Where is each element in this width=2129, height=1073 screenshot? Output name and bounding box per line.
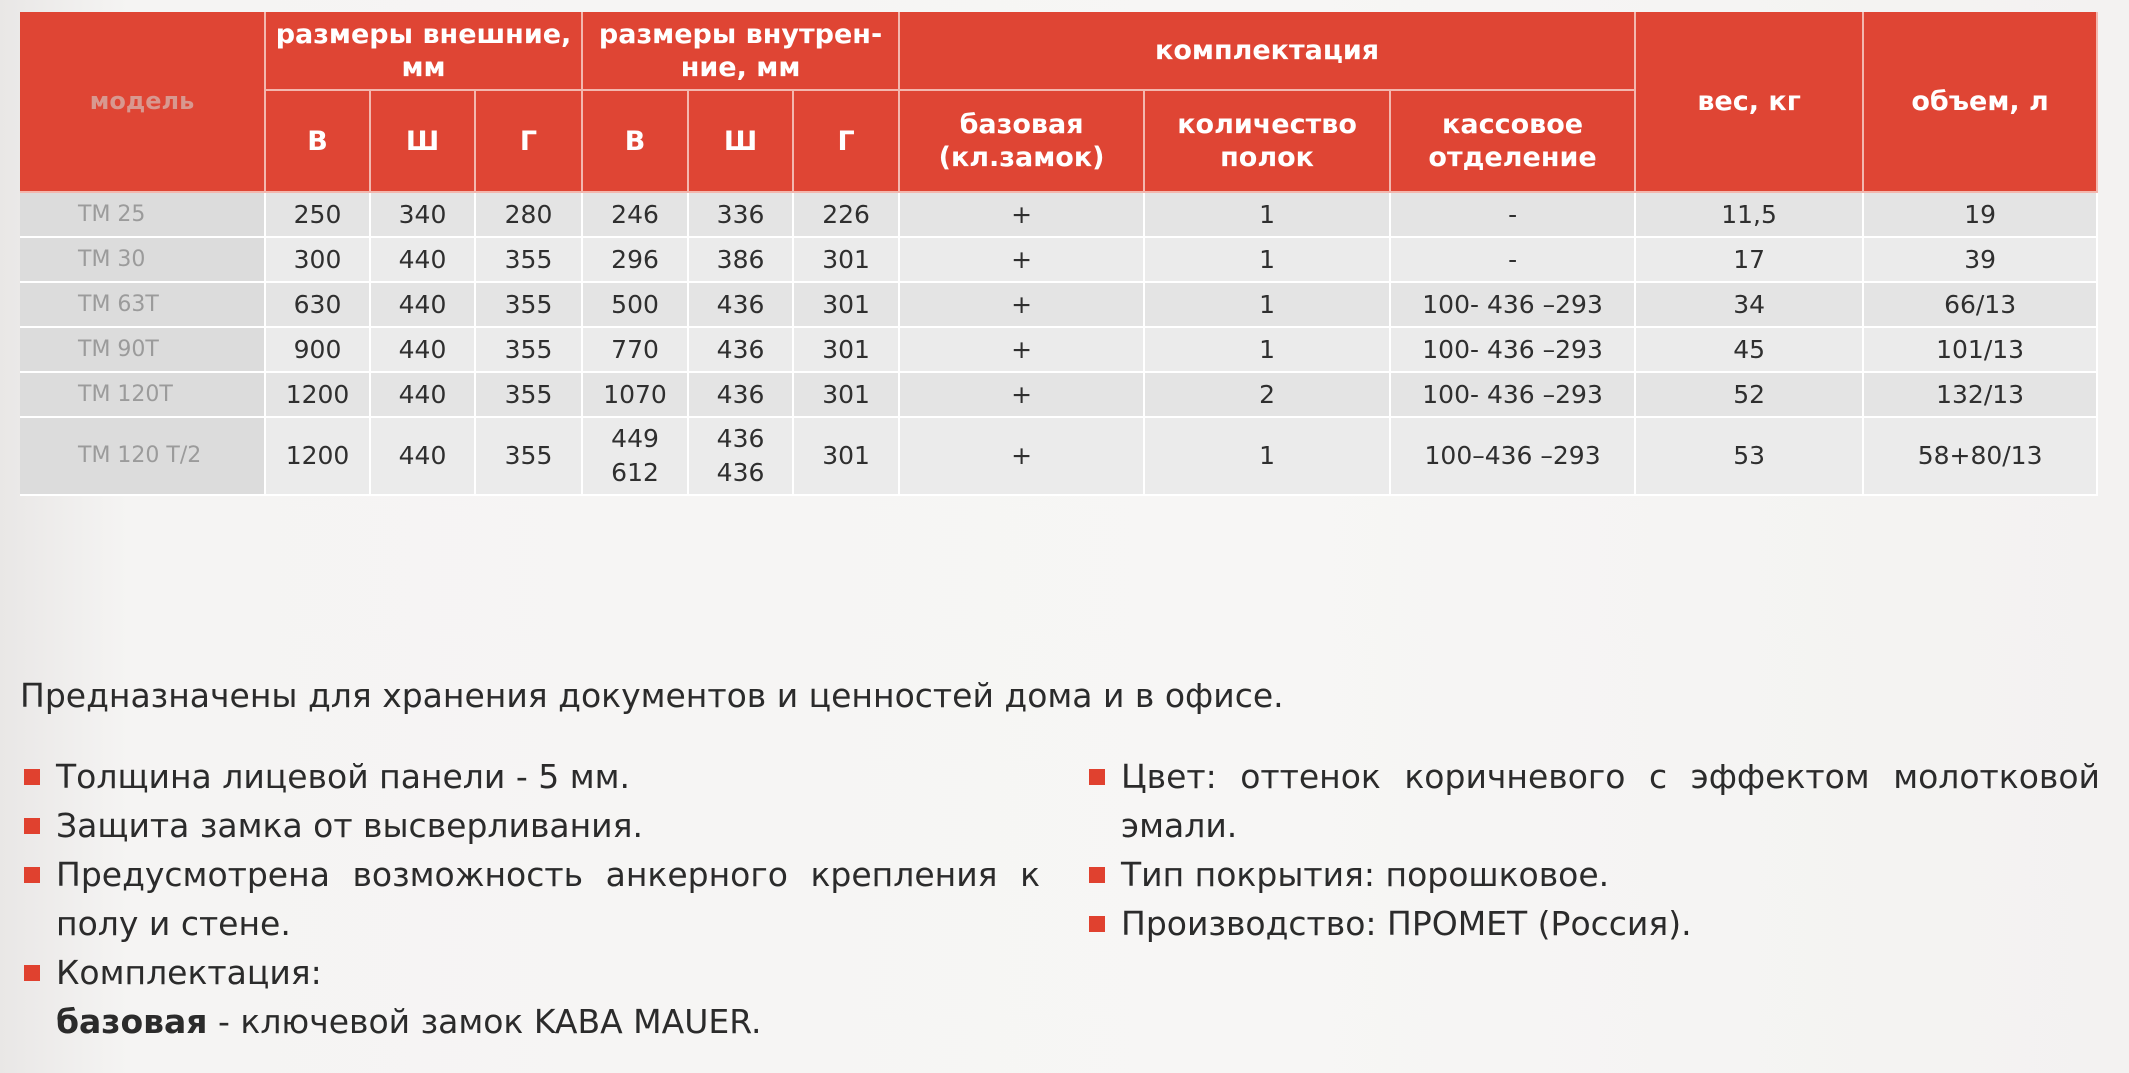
basic-cell: + bbox=[899, 372, 1144, 417]
bullet-square-icon bbox=[24, 818, 40, 834]
inner-height-value-1: 449 bbox=[611, 424, 659, 453]
equipment-note-text: - ключевой замок KABA MAUER. bbox=[207, 1002, 762, 1041]
header-basic: базовая (кл.замок) bbox=[899, 90, 1144, 192]
header-inner-height: В bbox=[582, 90, 688, 192]
feature-text: Защита замка от высверливания. bbox=[56, 806, 643, 845]
shelves-cell: 1 bbox=[1144, 327, 1390, 372]
inner-width-cell: 436 bbox=[688, 327, 793, 372]
inner-width-cell: 436 bbox=[688, 372, 793, 417]
list-item bbox=[1085, 752, 2100, 850]
header-equipment: комплектация bbox=[899, 12, 1635, 90]
volume-cell: 132/13 bbox=[1863, 372, 2097, 417]
bullet-square-icon bbox=[1089, 916, 1105, 932]
feature-text: Тип покрытия: порошковое. bbox=[1121, 855, 1610, 894]
inner-width-value-1: 436 bbox=[716, 424, 765, 453]
feature-text: Цвет: оттенок коричневого с эффектом молотковой эмали. bbox=[1121, 757, 2100, 845]
list-item bbox=[20, 801, 1040, 850]
inner-width-cell: 436 bbox=[688, 282, 793, 327]
header-shelves: количество полок bbox=[1144, 90, 1390, 192]
inner-height-cell: 500 bbox=[582, 282, 688, 327]
inner-width-cell: 386 bbox=[688, 237, 793, 282]
weight-cell: 52 bbox=[1635, 372, 1863, 417]
outer-depth-cell: 355 bbox=[475, 237, 582, 282]
model-cell: ТМ 90Т bbox=[20, 327, 265, 372]
outer-depth-cell: 355 bbox=[475, 417, 582, 495]
list-item bbox=[20, 850, 1040, 948]
outer-depth-cell: 280 bbox=[475, 192, 582, 237]
inner-height-cell bbox=[582, 417, 688, 495]
bullet-square-icon bbox=[1089, 867, 1105, 883]
inner-depth-cell: 226 bbox=[793, 192, 899, 237]
outer-width-cell: 440 bbox=[370, 282, 475, 327]
shelves-cell: 1 bbox=[1144, 282, 1390, 327]
bullet-square-icon bbox=[24, 867, 40, 883]
basic-cell: + bbox=[899, 237, 1144, 282]
cash-cell: 100- 436 –293 bbox=[1390, 282, 1635, 327]
table-row bbox=[20, 372, 2097, 417]
outer-height-cell: 900 bbox=[265, 327, 370, 372]
header-model: модель bbox=[20, 12, 265, 192]
features-list-right bbox=[1085, 752, 2100, 948]
bullet-square-icon bbox=[1089, 769, 1105, 785]
model-cell: ТМ 120 Т/2 bbox=[20, 417, 265, 495]
inner-width-value-2: 436 bbox=[716, 458, 765, 487]
shelves-cell: 1 bbox=[1144, 237, 1390, 282]
weight-cell: 34 bbox=[1635, 282, 1863, 327]
volume-cell: 66/13 bbox=[1863, 282, 2097, 327]
inner-depth-cell: 301 bbox=[793, 237, 899, 282]
table-row bbox=[20, 327, 2097, 372]
shelves-cell: 1 bbox=[1144, 417, 1390, 495]
cash-cell: - bbox=[1390, 192, 1635, 237]
list-item bbox=[1085, 899, 2100, 948]
inner-height-cell: 246 bbox=[582, 192, 688, 237]
header-inner-width: Ш bbox=[688, 90, 793, 192]
volume-cell: 58+80/13 bbox=[1863, 417, 2097, 495]
header-outer-dimensions: размеры внешние, мм bbox=[265, 12, 582, 90]
header-row-1 bbox=[20, 12, 2097, 90]
outer-width-cell: 440 bbox=[370, 417, 475, 495]
volume-cell: 101/13 bbox=[1863, 327, 2097, 372]
volume-cell: 19 bbox=[1863, 192, 2097, 237]
header-inner-dimensions: размеры внутрен-ние, мм bbox=[582, 12, 899, 90]
inner-height-cell: 1070 bbox=[582, 372, 688, 417]
feature-text: Толщина лицевой панели - 5 мм. bbox=[56, 757, 631, 796]
model-cell: ТМ 120Т bbox=[20, 372, 265, 417]
list-item bbox=[1085, 850, 2100, 899]
table-row bbox=[20, 417, 2097, 495]
header-weight: вес, кг bbox=[1635, 12, 1863, 192]
shelves-cell: 2 bbox=[1144, 372, 1390, 417]
list-item bbox=[20, 948, 1040, 997]
inner-depth-cell: 301 bbox=[793, 282, 899, 327]
outer-width-cell: 440 bbox=[370, 327, 475, 372]
inner-width-cell bbox=[688, 417, 793, 495]
spec-table bbox=[20, 12, 2098, 496]
cash-cell: 100–436 –293 bbox=[1390, 417, 1635, 495]
cash-cell: 100- 436 –293 bbox=[1390, 372, 1635, 417]
outer-depth-cell: 355 bbox=[475, 327, 582, 372]
header-outer-height: В bbox=[265, 90, 370, 192]
outer-width-cell: 440 bbox=[370, 372, 475, 417]
outer-height-cell: 1200 bbox=[265, 417, 370, 495]
equipment-note-bold: базовая bbox=[56, 1002, 208, 1041]
inner-height-cell: 770 bbox=[582, 327, 688, 372]
outer-width-cell: 340 bbox=[370, 192, 475, 237]
basic-cell: + bbox=[899, 192, 1144, 237]
volume-cell: 39 bbox=[1863, 237, 2097, 282]
outer-height-cell: 250 bbox=[265, 192, 370, 237]
inner-height-cell: 296 bbox=[582, 237, 688, 282]
bullet-square-icon bbox=[24, 965, 40, 981]
basic-cell: + bbox=[899, 282, 1144, 327]
weight-cell: 11,5 bbox=[1635, 192, 1863, 237]
weight-cell: 17 bbox=[1635, 237, 1863, 282]
feature-text: Комплектация: bbox=[56, 953, 322, 992]
cash-cell: 100- 436 –293 bbox=[1390, 327, 1635, 372]
outer-height-cell: 1200 bbox=[265, 372, 370, 417]
feature-text: Производство: ПРОМЕТ (Россия). bbox=[1121, 904, 1692, 943]
inner-height-value-2: 612 bbox=[611, 458, 659, 487]
weight-cell: 45 bbox=[1635, 327, 1863, 372]
header-volume: объем, л bbox=[1863, 12, 2097, 192]
inner-depth-cell: 301 bbox=[793, 417, 899, 495]
outer-depth-cell: 355 bbox=[475, 372, 582, 417]
header-outer-depth: Г bbox=[475, 90, 582, 192]
table-row bbox=[20, 192, 2097, 237]
intro-text: Предназначены для хранения документов и ценностей дома и в офисе. bbox=[20, 676, 1284, 715]
table-row bbox=[20, 282, 2097, 327]
inner-depth-cell: 301 bbox=[793, 327, 899, 372]
basic-cell: + bbox=[899, 417, 1144, 495]
features-list-left bbox=[20, 752, 1040, 1046]
outer-depth-cell: 355 bbox=[475, 282, 582, 327]
equipment-note bbox=[20, 997, 1040, 1046]
outer-width-cell: 440 bbox=[370, 237, 475, 282]
cash-cell: - bbox=[1390, 237, 1635, 282]
weight-cell: 53 bbox=[1635, 417, 1863, 495]
shelves-cell: 1 bbox=[1144, 192, 1390, 237]
inner-width-cell: 336 bbox=[688, 192, 793, 237]
outer-height-cell: 630 bbox=[265, 282, 370, 327]
basic-cell: + bbox=[899, 327, 1144, 372]
inner-depth-cell: 301 bbox=[793, 372, 899, 417]
list-item bbox=[20, 752, 1040, 801]
table-row bbox=[20, 237, 2097, 282]
bullet-square-icon bbox=[24, 769, 40, 785]
outer-height-cell: 300 bbox=[265, 237, 370, 282]
model-cell: ТМ 30 bbox=[20, 237, 265, 282]
header-inner-depth: Г bbox=[793, 90, 899, 192]
model-cell: ТМ 25 bbox=[20, 192, 265, 237]
header-outer-width: Ш bbox=[370, 90, 475, 192]
feature-text: Предусмотрена возможность анкерного крепления к полу и стене. bbox=[56, 855, 1040, 943]
model-cell: ТМ 63Т bbox=[20, 282, 265, 327]
header-cash-compartment: кассовое отделение bbox=[1390, 90, 1635, 192]
